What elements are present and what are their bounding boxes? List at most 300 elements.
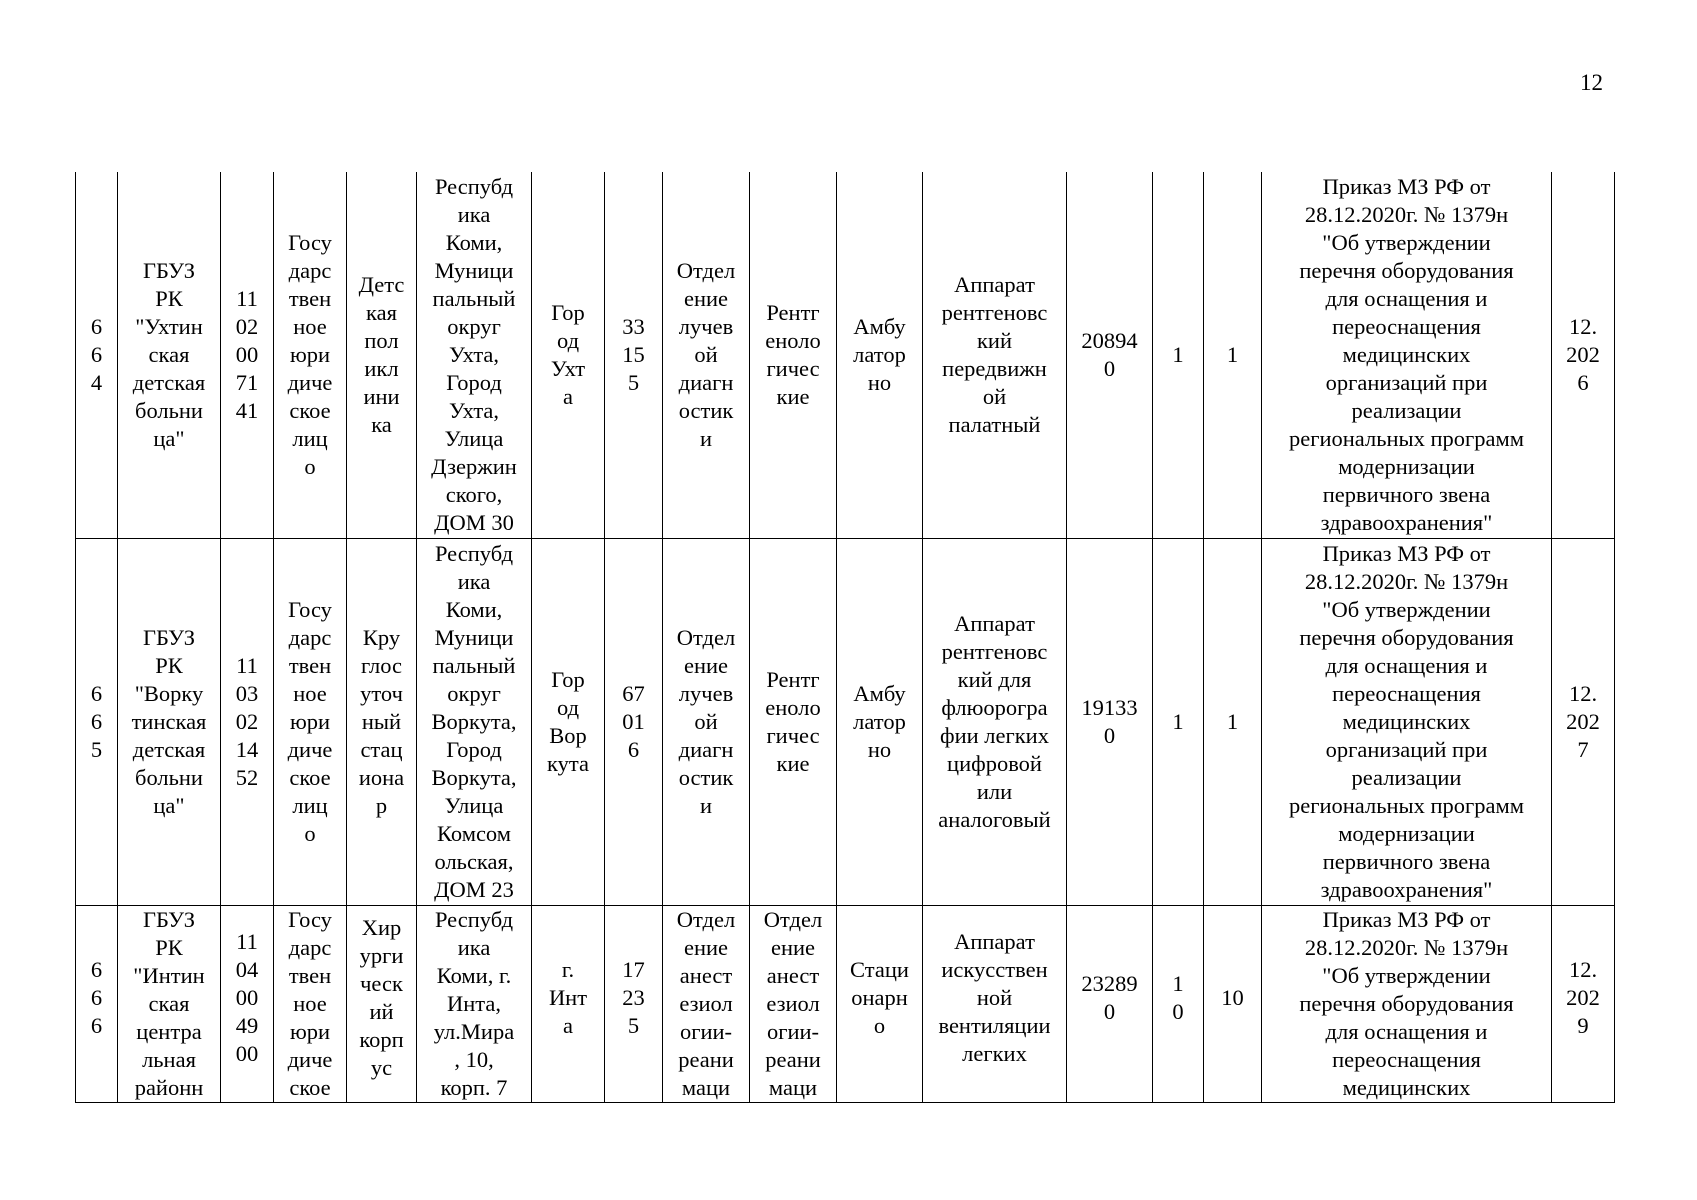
cell-line: 1 [1172,342,1184,367]
cell-line: ГБУЗ [142,907,196,932]
cell-line: Улица [444,426,504,451]
cell-line: 1 [1226,709,1239,734]
care-conditions-cell [837,906,923,1103]
quantity-required-cell [1153,906,1204,1103]
cell-line: диче [287,1047,333,1072]
cell-line: но [867,737,892,762]
cell-line: 7 [1577,737,1589,762]
cell-line: Коми, [445,230,503,255]
cell-line: 01 [622,709,645,734]
cell-line: Амбу [853,314,906,339]
cell-line: аналоговый [938,807,1051,832]
cell-line: ДОМ 30 [434,510,514,535]
cell-line: диагн [678,737,734,762]
cell-line: корп. 7 [440,1075,508,1100]
equipment-name-cell [923,539,1067,906]
cell-line: а [563,384,573,409]
quantity-planned-cell [1204,172,1262,539]
organization-name-cell [118,172,221,539]
cell-line: 49 [235,1013,259,1038]
cell-line: юри [289,709,331,734]
cell-line: ика [457,569,491,594]
cell-line: 71 [235,370,259,395]
facility-unit-cell [347,539,417,906]
cell-line: кий [976,328,1012,353]
cell-line: Респубд [434,174,514,199]
cell-line: твен [288,963,332,988]
cell-line: 28.12.2020г. № 1379н [1304,935,1509,960]
cell-line: Отдел [763,907,823,932]
cell-line: 23 [622,985,645,1010]
cell-line: детская [132,737,206,762]
cell-line: фии легких [940,723,1049,748]
legal-form-cell [274,539,347,906]
cell-line: иона [358,765,405,790]
cell-line: дарс [288,258,332,283]
cell-line: ное [293,991,327,1016]
cell-line: од [556,695,580,720]
profile-cell [750,172,837,539]
cell-line: переоснащения [1332,681,1481,706]
cell-line: 41 [235,398,259,423]
cell-line: 11 [236,929,258,954]
cell-line: ой [694,709,718,734]
cell-line: кута [547,751,589,776]
facility-unit-cell [347,172,417,539]
cell-line: 67 [622,681,645,706]
cell-line: 1 [1172,709,1184,734]
cell-line: лиц [292,793,328,818]
address-cell [417,172,532,539]
cell-line: 20894 [1081,328,1138,353]
cell-line: 00 [235,342,259,367]
cell-line: первичного звена [1322,482,1491,507]
regulatory-order-cell [1262,172,1552,539]
city-cell [532,172,605,539]
profile-cell [750,906,837,1103]
cell-line: лиц [292,426,328,451]
cell-line: лучев [678,681,734,706]
cell-line: од [556,328,580,353]
cell-line: диагн [678,370,734,395]
cell-line: ческ [360,971,403,996]
cell-line: ий [369,999,394,1024]
cell-line: диче [287,370,333,395]
cell-line: ой [694,342,718,367]
cell-line: Аппарат [954,929,1035,954]
cell-line: 12. [1568,314,1598,339]
address-cell [417,539,532,906]
cell-line: 03 [235,681,259,706]
cell-line: "Интин [133,963,205,988]
cell-line: кие [776,384,810,409]
cell-line: 0 [1103,999,1116,1024]
cell-line: г. [561,957,575,982]
cell-line: ение [683,653,729,678]
oktmo-cell [605,906,663,1103]
cell-line: Комсом [437,821,511,846]
cell-line: ДОМ 23 [434,877,514,902]
equipment-code-cell [1067,539,1153,906]
quantity-required-cell [1153,172,1204,539]
cell-line: 6 [90,1013,103,1038]
cell-line: для оснащения и [1325,653,1488,678]
cell-line: легких [962,1041,1027,1066]
cell-line: юри [289,342,331,367]
cell-line: здравоохранения" [1320,877,1493,902]
cell-line: переоснащения [1332,1047,1481,1072]
cell-line: 02 [235,314,259,339]
cell-line: рентгеновс [941,639,1048,664]
cell-line: латор [853,342,906,367]
cell-line: 11 [236,653,258,678]
cell-line: Гор [551,667,585,692]
cell-line: ское [289,398,331,423]
cell-line: перечня оборудования [1299,991,1514,1016]
legal-form-cell [274,906,347,1103]
cell-line: медицинских [1342,709,1471,734]
quantity-planned-cell [1204,539,1262,906]
cell-line: пол [364,328,399,353]
cell-line: "Ворку [134,681,204,706]
cell-line: еноло [765,328,821,353]
cell-line: а [563,1013,573,1038]
cell-line: о [873,1013,886,1038]
cell-line: онарн [851,985,908,1010]
cell-line: ика [457,935,491,960]
cell-line: 23289 [1081,971,1138,996]
cell-line: 202 [1566,342,1600,367]
cell-line: ская [148,991,190,1016]
cell-line: 6 [90,314,103,339]
cell-line: 11 [236,286,258,311]
cell-line: Дзержин [431,454,517,479]
cell-line: Ухта, [448,398,500,423]
cell-line: ГБУЗ [142,258,196,283]
care-conditions-cell [837,172,923,539]
cell-line: 33 [622,314,645,339]
cell-line: 28.12.2020г. № 1379н [1304,202,1509,227]
cell-line: огии- [679,1019,733,1044]
cell-line: ой [982,384,1007,409]
table-row [76,539,1615,906]
cell-line: 12. [1568,957,1598,982]
cell-line: флюорогра [941,695,1048,720]
cell-line: перечня оборудования [1299,625,1514,650]
cell-line: ская [148,342,190,367]
cell-line: региональных программ [1289,426,1524,451]
cell-line: модернизации [1338,821,1475,846]
cell-line: пальный [432,286,516,311]
cell-line: Отдел [676,625,736,650]
cell-line: больни [135,765,203,790]
cell-line: передвижн [942,356,1047,381]
cell-line: о [304,821,316,846]
cell-line: организаций при [1325,737,1488,762]
cell-line: реани [765,1047,821,1072]
cell-line: 0 [1103,356,1116,381]
cell-line: Вор [549,723,587,748]
cell-line: 15 [622,342,645,367]
department-cell [663,172,750,539]
cell-line: "Ухтин [135,314,203,339]
cell-line: Респубд [434,541,514,566]
cell-line: и [699,426,713,451]
equipment-code-cell [1067,906,1153,1103]
cell-line: детская [132,370,206,395]
cell-line: реализации [1351,765,1462,790]
department-cell [663,539,750,906]
cell-line: Приказ МЗ РФ от [1322,907,1491,932]
cell-line: Ухт [550,356,586,381]
cell-line: Госу [288,597,332,622]
cell-line: ное [293,314,327,339]
equipment-name-cell [923,906,1067,1103]
city-cell [532,906,605,1103]
cell-line: ГБУЗ [142,625,196,650]
cell-line: 14 [235,737,259,762]
cell-line: еноло [765,695,821,720]
inn-cell [221,172,274,539]
cell-line: 6 [90,681,103,706]
organization-name-cell [118,906,221,1103]
cell-line: 02 [235,709,259,734]
cell-line: 19133 [1081,695,1138,720]
cell-line: "Об утверждении [1322,597,1491,622]
cell-line: 6 [90,985,103,1010]
cell-line: икл [364,356,399,381]
cell-line: Детс [358,272,405,297]
cell-line: вентиляции [938,1013,1051,1038]
cell-line: ца" [153,793,185,818]
cell-line: кий для [957,667,1032,692]
cell-line: Приказ МЗ РФ от [1322,174,1491,199]
cell-line: Аппарат [954,611,1035,636]
cell-line: Муници [434,258,514,283]
cell-line: маци [681,1075,731,1100]
quantity-required-cell [1153,539,1204,906]
cell-line: ольская, [434,849,514,874]
cell-line: уточ [360,681,403,706]
deadline-date-cell [1552,172,1615,539]
cell-line: или [976,779,1013,804]
deadline-date-cell [1552,539,1615,906]
department-cell [663,906,750,1103]
cell-line: гичес [766,723,820,748]
cell-line: Коми, [445,597,503,622]
cell-line: Воркута, [431,765,517,790]
cell-line: и [699,793,713,818]
deadline-date-cell [1552,906,1615,1103]
inn-cell [221,539,274,906]
cell-line: 04 [235,957,259,982]
cell-line: езиол [679,991,733,1016]
cell-line: перечня оборудования [1299,258,1514,283]
cell-line: 52 [235,765,259,790]
cell-line: остик [678,765,734,790]
cell-line: Респубд [434,907,514,932]
legal-form-cell [274,172,347,539]
cell-line: глос [360,653,403,678]
cell-line: Отдел [676,907,736,932]
care-conditions-cell [837,539,923,906]
cell-line: 6 [90,709,103,734]
cell-line: "Об утверждении [1322,963,1491,988]
cell-line: 6 [90,957,103,982]
oktmo-cell [605,539,663,906]
cell-line: Муници [434,625,514,650]
oktmo-cell [605,172,663,539]
cell-line: округ [447,681,501,706]
cell-line: твен [288,653,332,678]
cell-line: 0 [1172,999,1184,1024]
cell-line: здравоохранения" [1320,510,1493,535]
cell-line: твен [288,286,332,311]
cell-line: переоснащения [1332,314,1481,339]
cell-line: ское [289,765,331,790]
cell-line: медицинских [1342,1075,1471,1100]
cell-line: модернизации [1338,454,1475,479]
cell-line: огии- [766,1019,820,1044]
cell-line: 1 [1172,971,1184,996]
cell-line: лучев [678,314,734,339]
row-number-cell [76,172,118,539]
cell-line: анест [766,963,820,988]
cell-line: РК [155,653,183,678]
cell-line: о [304,454,316,479]
cell-line: гичес [766,356,820,381]
cell-line: цифровой [947,751,1042,776]
cell-line: тинская [131,709,207,734]
city-cell [532,539,605,906]
cell-line: организаций при [1325,370,1488,395]
cell-line: Рентг [766,300,820,325]
cell-line: больни [135,398,203,423]
cell-line: стац [360,737,403,762]
cell-line: Госу [288,907,332,932]
cell-line: 00 [235,1041,259,1066]
cell-line: ка [371,412,392,437]
cell-line: РК [155,935,183,960]
cell-line: 17 [622,957,645,982]
cell-line: РК [155,286,183,311]
cell-line: медицинских [1342,342,1471,367]
cell-line: езиол [766,991,820,1016]
cell-line: Воркута, [431,709,517,734]
table-row [76,172,1615,539]
cell-line: корп [359,1027,404,1052]
cell-line: остик [678,398,734,423]
cell-line: Отдел [676,258,736,283]
cell-line: ус [370,1055,393,1080]
cell-line: 4 [90,370,103,395]
cell-line: 202 [1566,709,1600,734]
cell-line: , 10, [454,1047,494,1072]
cell-line: 5 [627,370,640,395]
cell-line: "Об утверждении [1322,230,1491,255]
cell-line: первичного звена [1322,849,1491,874]
cell-line: реани [678,1047,734,1072]
cell-line: Госу [288,230,332,255]
cell-line: Гор [551,300,585,325]
cell-line: пальный [432,653,516,678]
cell-line: 6 [90,342,103,367]
cell-line: льная [142,1047,196,1072]
cell-line: 6 [627,737,640,762]
cell-line: 5 [627,1013,640,1038]
cell-line: Рентг [766,667,820,692]
cell-line: Амбу [853,681,906,706]
cell-line: ика [457,202,491,227]
cell-line: Кру [362,625,401,650]
cell-line: 28.12.2020г. № 1379н [1304,569,1509,594]
cell-line: но [867,370,892,395]
cell-line: Улица [444,793,504,818]
cell-line: искусствен [941,957,1048,982]
cell-line: Аппарат [954,272,1035,297]
cell-line: кая [366,300,397,325]
cell-line: Город [446,370,502,395]
cell-line: рентгеновс [941,300,1048,325]
page-number: 12 [1580,70,1603,95]
cell-line: для оснащения и [1325,286,1488,311]
cell-line: 12. [1568,681,1598,706]
facility-unit-cell [347,906,417,1103]
cell-line: кие [776,751,810,776]
cell-line: Инт [548,985,588,1010]
cell-line: маци [768,1075,818,1100]
cell-line: 1 [1226,342,1239,367]
cell-line: районн [134,1075,204,1100]
cell-line: р [375,793,388,818]
cell-line: 9 [1577,1013,1589,1038]
row-number-cell [76,906,118,1103]
cell-line: для оснащения и [1325,1019,1488,1044]
cell-line: ной [976,985,1013,1010]
cell-line: юри [289,1019,331,1044]
cell-line: ение [683,935,729,960]
cell-line: анест [679,963,733,988]
cell-line: центра [136,1019,202,1044]
quantity-planned-cell [1204,906,1262,1103]
cell-line: палатный [948,412,1041,437]
cell-line: 6 [1577,370,1589,395]
cell-line: ское [289,1075,331,1100]
cell-line: реализации [1351,398,1462,423]
profile-cell [750,539,837,906]
inn-cell [221,906,274,1103]
cell-line: Инта, [446,991,501,1016]
cell-line: дарс [288,625,332,650]
cell-line: 202 [1566,985,1600,1010]
address-cell [417,906,532,1103]
cell-line: ца" [153,426,185,451]
cell-line: Приказ МЗ РФ от [1322,541,1491,566]
cell-line: 5 [90,737,103,762]
cell-line: Хир [361,915,402,940]
organization-name-cell [118,539,221,906]
cell-line: ул.Мира [433,1019,515,1044]
cell-line: 00 [235,985,259,1010]
cell-line: 10 [1221,985,1244,1010]
cell-line: латор [853,709,906,734]
cell-line: Ухта, [448,342,500,367]
cell-line: ение [770,935,816,960]
cell-line: ского, [445,482,503,507]
cell-line: Коми, г. [436,963,512,988]
cell-line: урги [359,943,404,968]
cell-line: ение [683,286,729,311]
